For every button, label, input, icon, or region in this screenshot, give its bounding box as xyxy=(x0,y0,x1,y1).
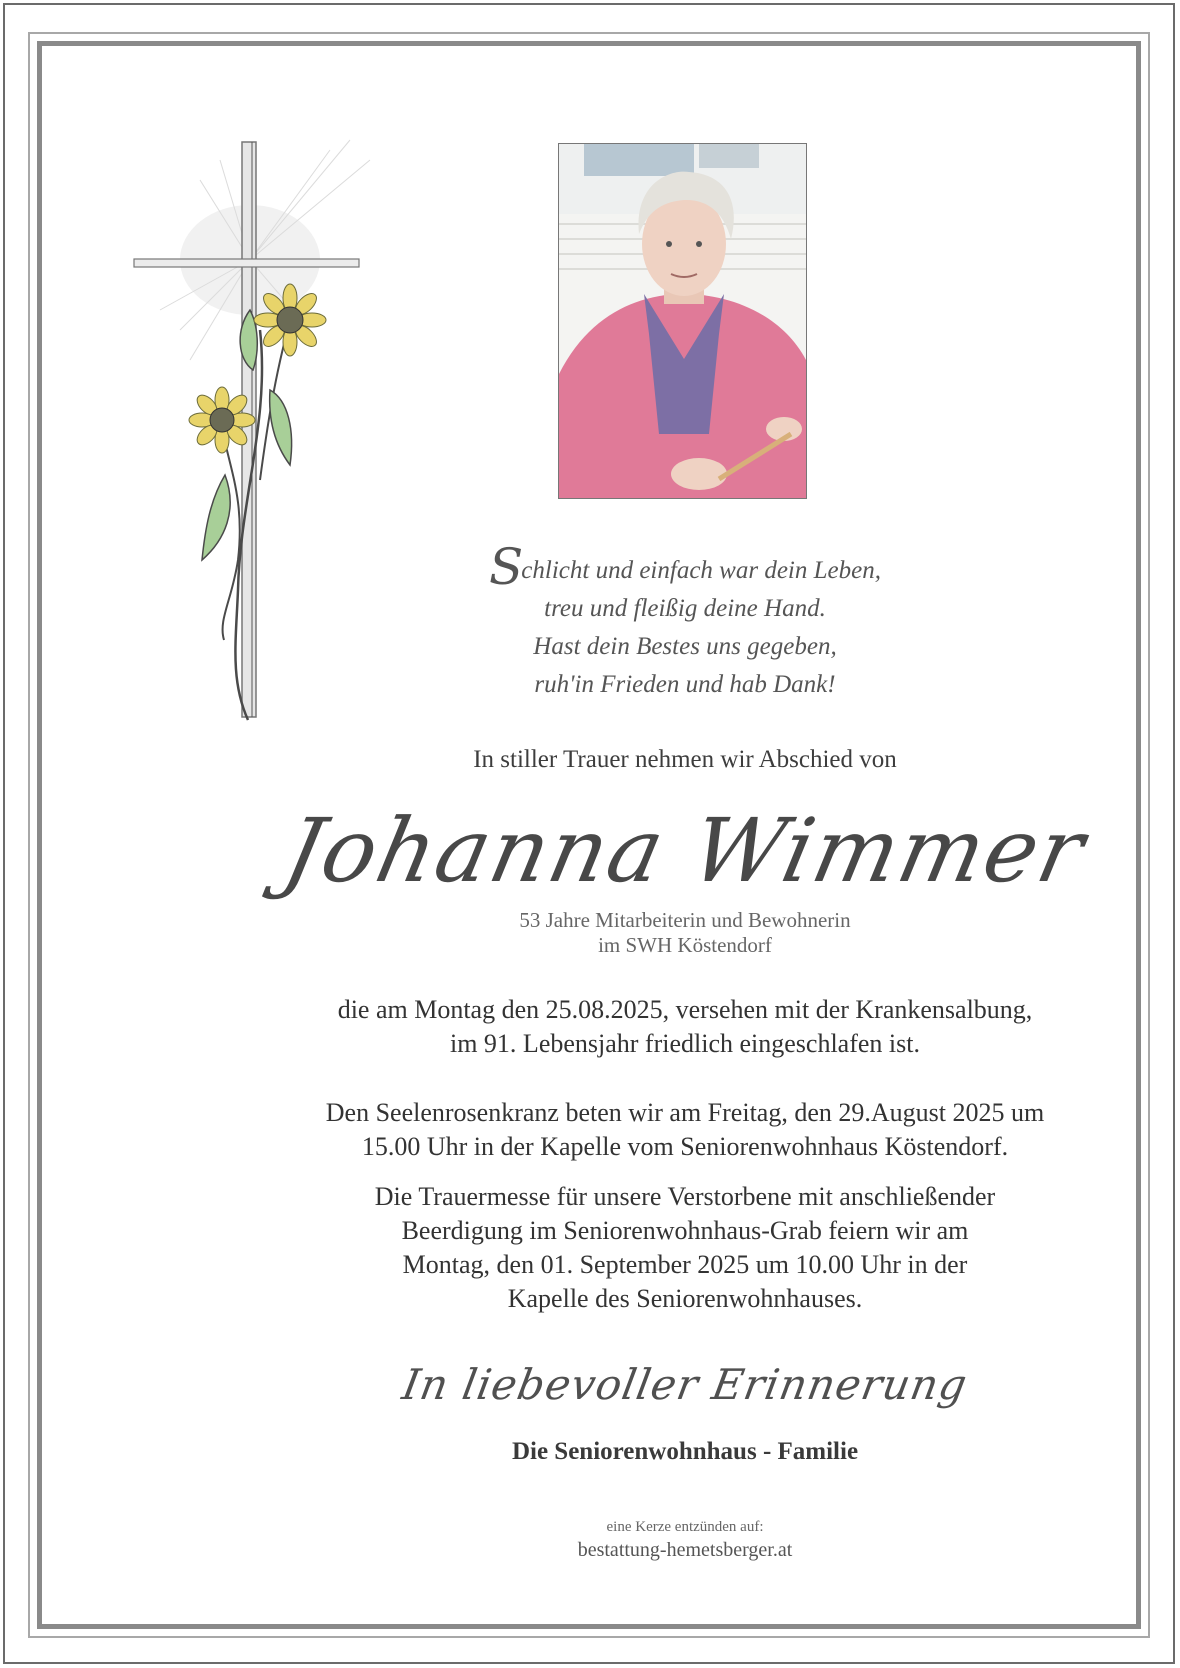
family-signature: Die Seniorenwohnhaus - Familie xyxy=(511,1438,859,1465)
mass-notice xyxy=(280,1180,1090,1316)
subtitle-line-2: im SWH Köstendorf xyxy=(598,933,772,957)
death-notice-line-2: im 91. Lebensjahr friedlich eingeschlafen ist. xyxy=(449,1029,920,1058)
mass-line-3: Montag, den 01. September 2025 um 10.00 Uhr in der xyxy=(402,1250,968,1279)
poem-line-1 xyxy=(280,538,1090,596)
death-notice xyxy=(280,993,1090,1061)
death-notice-line-1: die am Montag den 25.08.2025, versehen mit der Krankensalbung, xyxy=(337,995,1033,1024)
candle-label: eine Kerze entzünden auf: xyxy=(606,1519,764,1535)
mass-line-4: Kapelle des Seniorenwohnhauses. xyxy=(507,1284,863,1313)
subtitle-line-1: 53 Jahre Mitarbeiterin und Bewohnerin xyxy=(519,908,851,932)
mass-line-1: Die Trauermesse für unsere Verstorbene mit anschließender xyxy=(374,1182,996,1211)
portrait-photo xyxy=(558,143,807,499)
closing-phrase: In liebevoller Erinnerung xyxy=(398,1360,972,1409)
poem-line-4: ruh'in Frieden und hab Dank! xyxy=(534,671,836,698)
deceased-name: Johanna Wimmer xyxy=(275,799,1095,902)
poem xyxy=(280,538,1090,704)
website-link[interactable]: bestattung-hemetsberger.at xyxy=(577,1539,793,1561)
mass-line-2: Beerdigung im Seniorenwohnhaus-Grab feiern wir am xyxy=(401,1216,969,1245)
subtitle xyxy=(280,908,1090,958)
poem-line-1-text: chlicht und einfach war dein Leben, xyxy=(521,557,881,584)
poem-line-3: Hast dein Bestes uns gegeben, xyxy=(533,633,837,660)
poem-line-2: treu und fleißig deine Hand. xyxy=(544,595,826,622)
rosary-notice xyxy=(280,1096,1090,1164)
rosary-line-2: 15.00 Uhr in der Kapelle vom Seniorenwohnhaus Köstendorf. xyxy=(361,1132,1009,1161)
rosary-line-1: Den Seelenrosenkranz beten wir am Freitag, den 29.August 2025 um xyxy=(325,1098,1045,1127)
poem-initial: S xyxy=(489,538,524,596)
intro-text: In stiller Trauer nehmen wir Abschied von xyxy=(473,746,897,773)
